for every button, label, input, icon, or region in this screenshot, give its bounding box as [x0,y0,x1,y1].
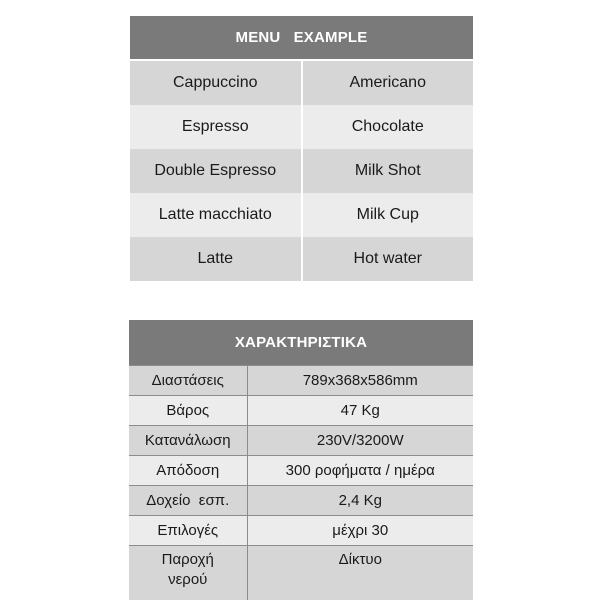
feature-value: Δίκτυο [247,546,473,600]
table-row [129,396,473,426]
menu-item: Espresso [130,105,302,149]
feature-value: 230V/3200W [247,426,473,456]
feature-value: 300 ροφήματα / ημέρα [247,456,473,486]
features-table [129,320,473,600]
feature-label: Παροχή νερού [129,546,247,600]
table-row [129,546,473,600]
feature-label: Επιλογές [129,516,247,546]
menu-item: Hot water [302,237,474,281]
feature-value: 789x368x586mm [247,366,473,396]
table-row [129,486,473,516]
feature-value: 47 Kg [247,396,473,426]
menu-item: Milk Cup [302,193,474,237]
table-row [129,426,473,456]
table-row [130,105,473,149]
table-row [130,149,473,193]
table-row [130,193,473,237]
table-row [129,456,473,486]
menu-item: Chocolate [302,105,474,149]
menu-item: Latte [130,237,302,281]
menu-title: MENU EXAMPLE [130,16,473,60]
feature-label: Διαστάσεις [129,366,247,396]
table-row [129,516,473,546]
menu-item: Cappuccino [130,60,302,105]
features-title: ΧΑΡΑΚΤΗΡΙΣΤΙΚΑ [129,320,473,366]
menu-table [130,16,473,281]
menu-header-row [130,16,473,60]
features-header-row [129,320,473,366]
menu-item: Latte macchiato [130,193,302,237]
feature-label: Δοχείο εσπ. [129,486,247,516]
feature-label: Κατανάλωση [129,426,247,456]
menu-item: Milk Shot [302,149,474,193]
feature-label: Βάρος [129,396,247,426]
menu-item: Americano [302,60,474,105]
table-row [129,366,473,396]
feature-value: 2,4 Kg [247,486,473,516]
menu-item: Double Espresso [130,149,302,193]
feature-label: Απόδοση [129,456,247,486]
table-row [130,237,473,281]
feature-value: μέχρι 30 [247,516,473,546]
table-row [130,60,473,105]
